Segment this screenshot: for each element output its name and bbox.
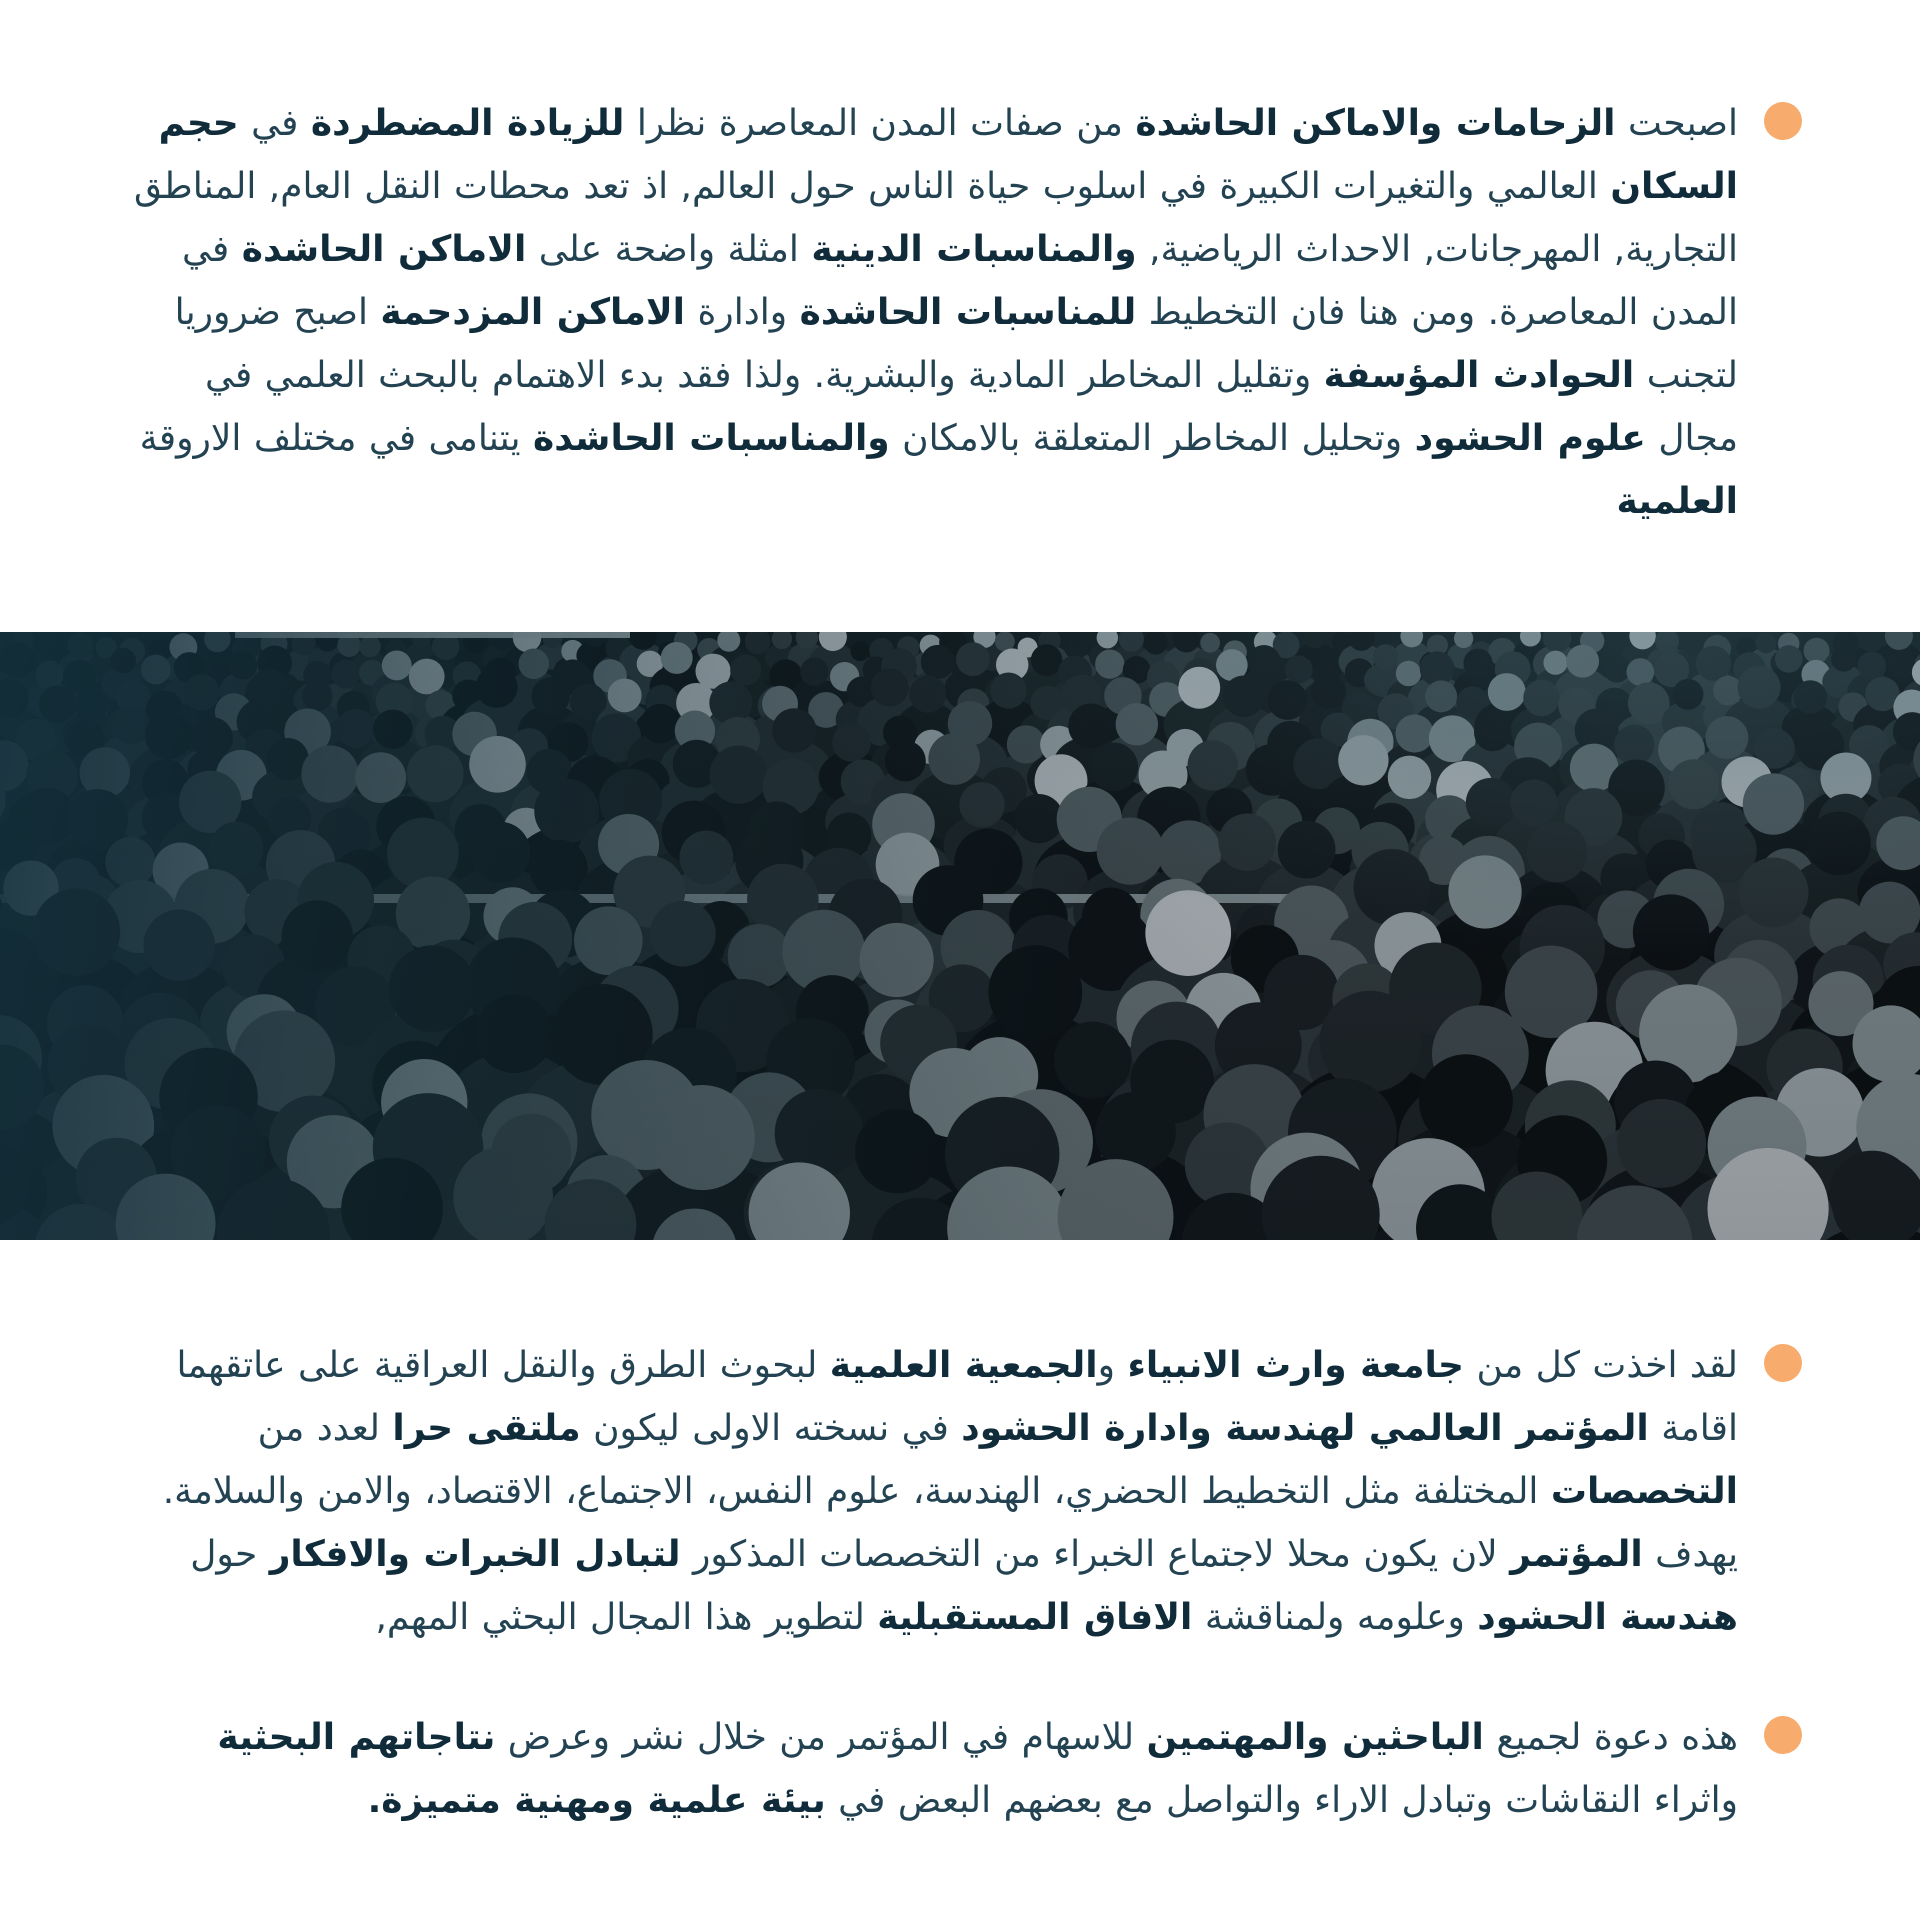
text-segment: والمناسبات الدينية: [811, 229, 1137, 270]
paragraph-text: [128, 1334, 1738, 1649]
text-segment: للمناسبات الحاشدة: [799, 292, 1137, 333]
text-segment: العالمي والتغيرات الكبيرة في اسلوب حياة الناس حول العالم, اذ تعد محطات النقل العام, المناطق التجارية, المهرجانات, الاحداث الرياضية,: [134, 166, 1738, 270]
text-segment: الزحامات والاماكن الحاشدة: [1135, 103, 1616, 144]
intro-paragraph: [128, 92, 1802, 533]
text-segment: الافاق المستقبلية: [877, 1597, 1193, 1638]
text-segment: الجمعية العلمية: [829, 1345, 1098, 1386]
text-segment: للزيادة المضطردة: [310, 103, 625, 144]
text-segment: و: [1097, 1345, 1128, 1386]
crowd-illustration: [0, 632, 1920, 1240]
text-segment: وعلومه ولمناقشة: [1192, 1597, 1478, 1638]
text-segment: اصبح ضروريا لتجنب: [174, 292, 1738, 396]
text-segment: في: [238, 103, 311, 144]
text-segment: لان يكون محلا لاجتماع الخبراء من التخصصات المذكور: [680, 1534, 1511, 1575]
bullet-icon: [1764, 1716, 1802, 1754]
text-segment: الاماكن المزدحمة: [380, 292, 685, 333]
text-segment: العلمية: [1616, 481, 1738, 522]
text-segment: التخصصات: [1550, 1471, 1738, 1512]
text-segment: وتحليل المخاطر المتعلقة بالامكان: [889, 418, 1415, 459]
text-segment: حول: [190, 1534, 270, 1575]
text-segment: لتطوير هذا المجال البحثي المهم,: [375, 1597, 878, 1638]
text-segment: اصبحت: [1615, 103, 1738, 144]
paragraph-text: [128, 92, 1738, 533]
invitation-paragraph: [128, 1706, 1802, 1832]
text-segment: بيئة علمية ومهنية متميزة.: [367, 1780, 826, 1821]
text-segment: لبحوث الطرق والنقل العراقية على عاتقهما اقامة: [176, 1345, 1738, 1449]
text-segment: لتبادل الخبرات والافكار: [269, 1534, 681, 1575]
text-segment: امثلة واضحة على: [526, 229, 812, 270]
text-segment: جامعة وارث الانبياء: [1127, 1345, 1465, 1386]
text-segment: نتاجاتهم البحثية: [217, 1717, 496, 1758]
text-segment: وادارة: [685, 292, 800, 333]
text-segment: الاماكن الحاشدة: [241, 229, 527, 270]
text-segment: واثراء النقاشات وتبادل الاراء والتواصل مع بعضهم البعض في: [825, 1780, 1738, 1821]
text-segment: لعدد من: [257, 1408, 393, 1449]
text-segment: المختلفة مثل التخطيط الحضري، الهندسة، علوم النفس، الاجتماع، الاقتصاد، والامن والسلامة. يهدف: [162, 1471, 1738, 1575]
organizers-paragraph: [128, 1334, 1802, 1649]
crowd-photo: [0, 632, 1920, 1240]
paragraph-text: [128, 1706, 1738, 1832]
text-segment: حجم السكان: [158, 103, 1738, 207]
text-segment: والمناسبات الحاشدة: [533, 418, 890, 459]
text-segment: ملتقى حرا: [392, 1408, 581, 1449]
text-segment: للاسهام في المؤتمر من خلال نشر وعرض: [495, 1717, 1147, 1758]
text-segment: هذه دعوة لجميع: [1483, 1717, 1738, 1758]
bullet-icon: [1764, 102, 1802, 140]
text-segment: الحوادث المؤسفة: [1323, 355, 1635, 396]
text-segment: وتقليل المخاطر المادية والبشرية. ولذا فقد بدء الاهتمام بالبحث العلمي في مجال: [204, 355, 1738, 459]
text-segment: علوم الحشود: [1414, 418, 1646, 459]
text-segment: لقد اخذت كل من: [1464, 1345, 1738, 1386]
bullet-icon: [1764, 1344, 1802, 1382]
text-segment: المؤتمر: [1510, 1534, 1643, 1575]
text-segment: في المدن المعاصرة. ومن هنا فان التخطيط: [182, 229, 1738, 333]
text-segment: هندسة الحشود: [1477, 1597, 1738, 1638]
text-segment: من صفات المدن المعاصرة نظرا: [624, 103, 1136, 144]
text-segment: الباحثين والمهتمين: [1146, 1717, 1484, 1758]
text-segment: يتنامى في مختلف الاروقة: [139, 418, 533, 459]
text-segment: المؤتمر العالمي لهندسة وادارة الحشود: [961, 1408, 1649, 1449]
text-segment: في نسخته الاولى ليكون: [580, 1408, 962, 1449]
